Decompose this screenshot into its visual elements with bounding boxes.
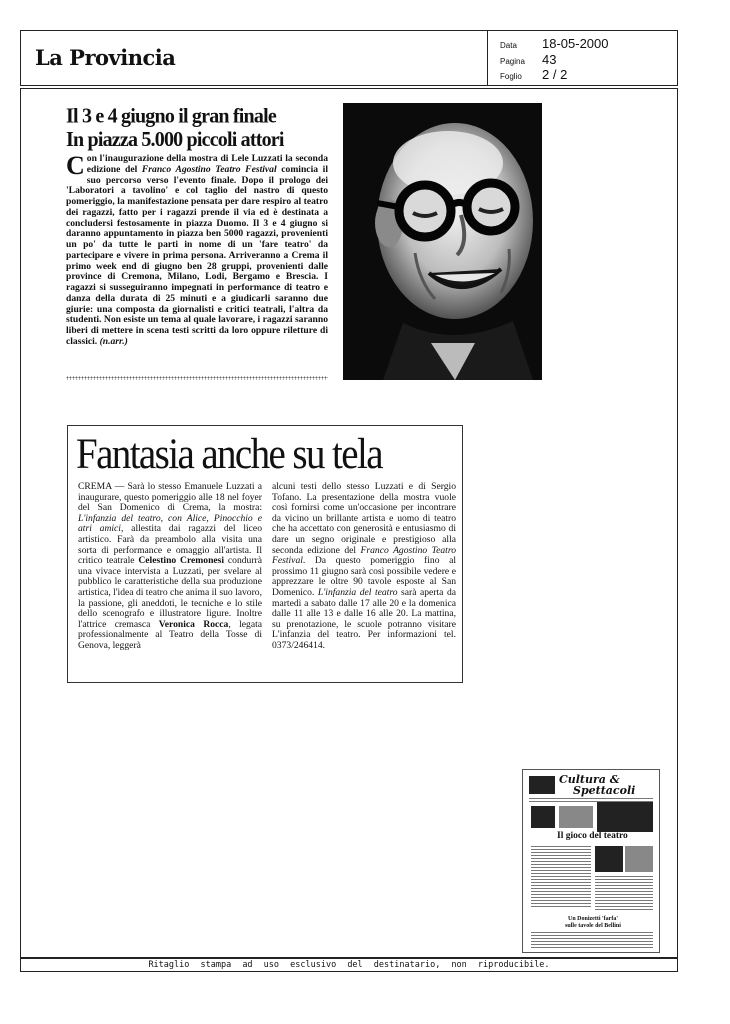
article1-text-b: comincia il suo percorso verso l'evento finale. Dopo il prologo dei 'Laboratori a tavolino' e col taglio del nastro di questo pomeriggio, la manifestazione pensata per dare respiro al teatro dei ragazzi, fatto per i ragazzi prende il via ed è destinata a concludersi festosamente in piazza Duomo. Il 3 e 4 giugno si daranno appuntamento in piazza ben 5000 ragazzi, provenienti un po' da tutte le parti in nome di un 'fare teatro' da partecipare e vivere in prima persona. Arriveranno a Crema il primo week end di giugno ben 28 gruppi, provenienti dalle province di Cremona, Milano, Lodi, Bergamo e Brescia. I ragazzi si susseguiranno impegnati in performance di teatro e danza della durata di 25 minuti e a giudicarli saranno due giurie: una composta da giornalisti e critici teatrali, l'altra da studenti. Non esiste un tema al quale lavorare, i ragazzi saranno liberi di mettere in scena testi scritti da loro oppure riletture di classici. — [66, 163, 328, 347]
thumbnail-headline: Il gioco del teatro — [557, 831, 628, 841]
article1-signature: (n.arr.) — [99, 335, 128, 347]
article2-headline: Fantasia anche su tela — [76, 430, 382, 479]
article2-col2-italic-exhibit: L'infanzia del teatro — [317, 586, 398, 598]
date-value: 18-05-2000 — [542, 36, 609, 51]
thumbnail-section-line2: Spettacoli — [573, 784, 636, 797]
thumbnail-photo-right — [597, 802, 653, 832]
thumbnail-footer-line2: sulle tavole del Bellini — [565, 923, 621, 929]
article2-col1-text-c: condurrà una vivace intervista a Luzzati, per svelare al pubblico le caratteristiche della sua produzione artistica, l'idea di teatro che anima il suo lavoro, la passione, gli aneddoti, le tecniche e lo stile dello scenografo e illustratore ligure. Inoltre l'attrice cremasca — [78, 555, 262, 630]
article1-text-a: on l'inaugurazione della mostra di Lele Luzzati la seconda edizione del — [86, 154, 328, 175]
thumbnail-text-right — [595, 876, 653, 910]
date-label: Data — [500, 41, 517, 50]
article2-col1-text-a: CREMA — Sarà lo stesso Emanuele Luzzati a inaugurare, questo pomeriggio alle 18 nel foyer del San Domenico di Crema, la mostra: — [78, 482, 262, 514]
article1-headline — [66, 104, 336, 152]
article2-col2-text-b: . Da questo pomeriggio fino al prossimo 11 giugno sarà così possibile vedere e apprezzare le oltre 90 tavole esposte al San Domenico. — [272, 555, 456, 598]
article2-col2-text-a: alcuni testi dello stesso Luzzati e di Sergio Tofano. La presentazione della mostra vuole così fornirsi come un'occasione per incontrare da vicino un brillante artista e uomo di teatro che ha accettato con generosità e entusiasmo di dare un segno originale e prestigioso alla seconda edizione del — [272, 482, 456, 556]
header-box — [20, 30, 678, 86]
thumbnail-section-line1: Cultura & — [559, 773, 620, 786]
article2-col1-italic: L'infanzia del teatro, con Alice, Pinocchio e atri amici — [78, 512, 262, 535]
article2-column-1 — [78, 482, 262, 678]
page-thumbnail — [522, 769, 660, 953]
publication-logo: La Provincia — [35, 45, 176, 70]
article2-col2-text-c: sarà aperta da martedì a sabato dalle 17 alle 20 e la domenica dalle 11 alle 13 e dalle 16 alle 20. La mattina, su prenotazione, le scuole potranno visitare L'infanzia del teatro. Per informazioni tel. 0373/246414. — [272, 586, 456, 651]
dotted-rule — [66, 376, 328, 380]
sheet-value: 2 / 2 — [542, 67, 568, 82]
thumbnail-footer-headline — [553, 916, 633, 930]
thumbnail-section-header — [559, 774, 639, 796]
article1-text-italic: Franco Agostino Teatro Festival — [141, 163, 277, 175]
thumbnail-text-left — [531, 846, 591, 908]
portrait-photo-drawing — [343, 103, 542, 380]
article2-col1-bold-critic: Celestino Cremonesi — [138, 555, 225, 567]
thumbnail-photo-left — [531, 806, 555, 828]
article2-column-2 — [272, 482, 456, 678]
thumbnail-photo-middle — [559, 806, 593, 828]
metadata-box — [487, 30, 679, 86]
article1-headline-line1: Il 3 e 4 giugno il gran finale — [66, 104, 276, 128]
article1-headline-line2: In piazza 5.000 piccoli attori — [66, 127, 284, 152]
article2-col1-text-b: , allestita dai ragazzi del liceo artistico. Farà da preambolo alla visita una sorta di performance e omaggio all'artista. Il critico teatrale — [78, 523, 262, 567]
footer-notice: Ritaglio stampa ad uso esclusivo del destinatario, non riproducibile. — [20, 958, 678, 972]
article2-col1-bold-actress: Veronica Rocca — [158, 618, 229, 630]
sheet-label: Foglio — [500, 72, 522, 81]
article2-col1-text-d: , legata professionalmente al Teatro della Tosse di Genova, leggerà — [78, 618, 262, 651]
article1-body — [66, 154, 328, 376]
portrait-photo — [343, 103, 542, 380]
article1-dropcap: C — [66, 154, 85, 180]
page-value: 43 — [542, 52, 557, 67]
thumbnail-corner-block — [529, 776, 555, 794]
article2-col2-italic-festival: Franco Agostino Teatro Festival — [272, 544, 456, 567]
thumbnail-photo-bottom-b — [625, 846, 653, 872]
page-label: Pagina — [500, 57, 525, 66]
thumbnail-footer-line1: Un Donizetti 'farfa' — [568, 916, 618, 922]
thumbnail-text-bottom — [531, 932, 653, 948]
thumbnail-photo-bottom-a — [595, 846, 623, 872]
